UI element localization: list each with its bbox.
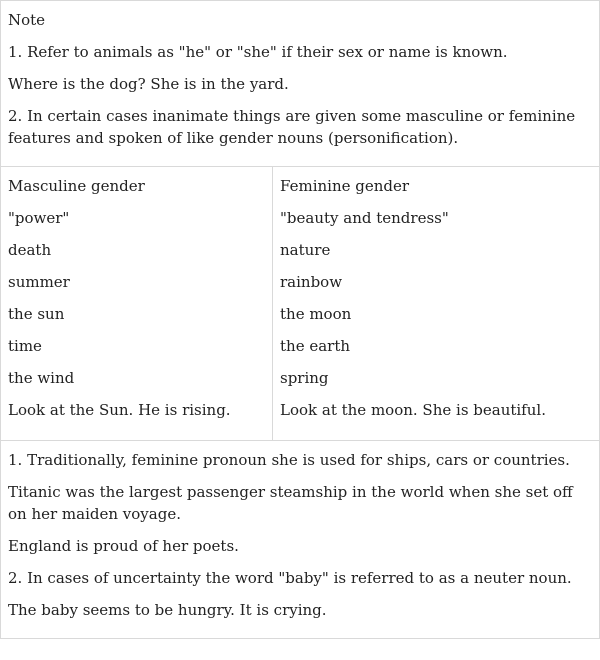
masculine-item: death xyxy=(8,241,52,259)
feminine-item: "beauty and tendress" xyxy=(280,209,449,227)
gender-table xyxy=(0,167,600,440)
note-section xyxy=(0,0,600,167)
feminine-item: the moon xyxy=(280,305,352,323)
feminine-item: spring xyxy=(280,369,329,387)
note-heading: Note xyxy=(8,11,46,29)
feminine-item: nature xyxy=(280,241,331,259)
masculine-item: summer xyxy=(8,273,70,291)
masculine-item: the sun xyxy=(8,305,65,323)
usage-rule-ships: 1. Traditionally, feminine pronoun she is used for ships, cars or countries. xyxy=(8,451,570,469)
masculine-column xyxy=(1,167,273,440)
usage-rule-baby: 2. In cases of uncertainty the word "baby" is referred to as a neuter noun. xyxy=(8,569,572,587)
usage-example-titanic: Titanic was the largest passenger steamship in the world when she set off on her maiden voyage. xyxy=(8,483,573,523)
masculine-item: the wind xyxy=(8,369,75,387)
note-example-dog: Where is the dog? She is in the yard. xyxy=(8,75,289,93)
feminine-header: Feminine gender xyxy=(280,177,410,195)
masculine-item: "power" xyxy=(8,209,70,227)
feminine-column xyxy=(273,167,599,440)
note-rule-personification: 2. In certain cases inanimate things are given some masculine or feminine features and spoken of like gender nouns (personification). xyxy=(8,107,576,147)
usage-example-baby: The baby seems to be hungry. It is crying. xyxy=(8,601,327,619)
feminine-item: rainbow xyxy=(280,273,343,291)
masculine-header: Masculine gender xyxy=(8,177,145,195)
usage-section xyxy=(0,440,600,639)
feminine-item: the earth xyxy=(280,337,351,355)
masculine-item: time xyxy=(8,337,42,355)
feminine-example: Look at the moon. She is beautiful. xyxy=(280,401,546,419)
note-rule-animals: 1. Refer to animals as "he" or "she" if their sex or name is known. xyxy=(8,43,508,61)
usage-example-england: England is proud of her poets. xyxy=(8,537,239,555)
masculine-example: Look at the Sun. He is rising. xyxy=(8,401,231,419)
